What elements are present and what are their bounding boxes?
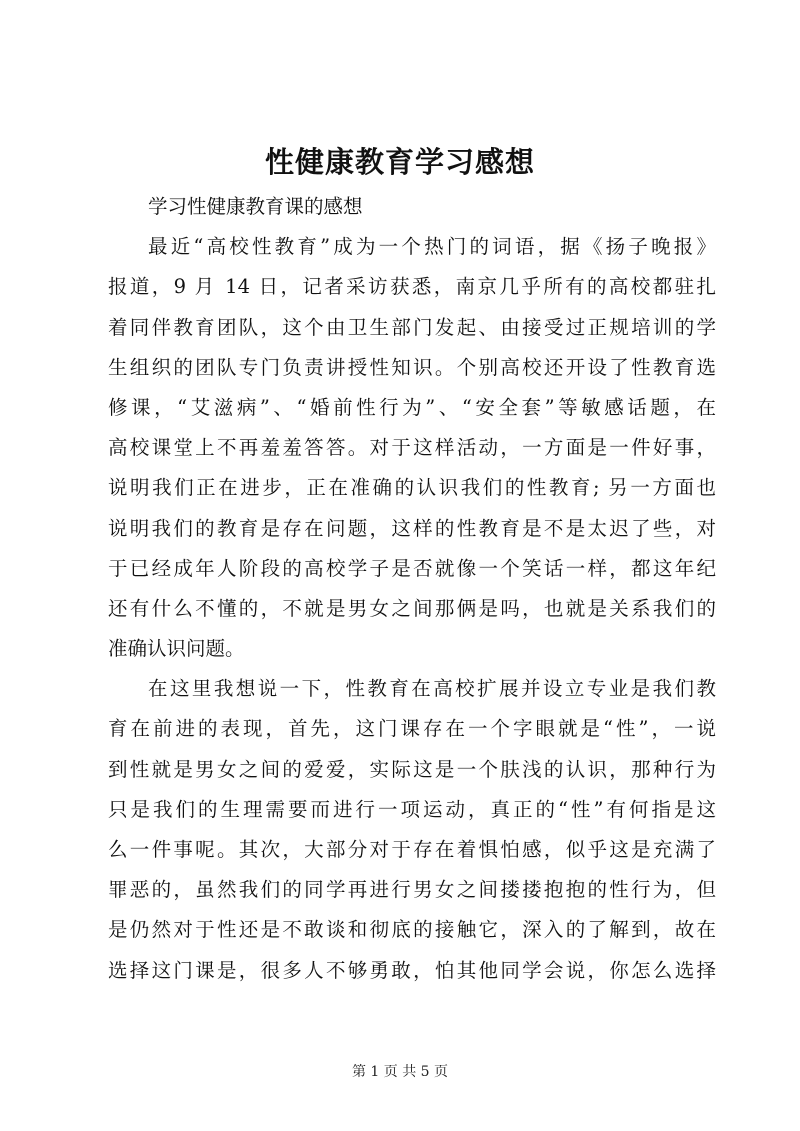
paragraph-line: 么一件事呢。其次，大部分对于存在着惧怕感，似乎这是充满了 [108, 838, 716, 861]
paragraph-line: 到性就是男女之间的爱爱，实际这是一个肤浅的认识，那种行为 [108, 757, 716, 781]
paragraph-line: 准确认识问题。 [108, 637, 245, 661]
paragraph-line: 最近“高校性教育”成为一个热门的词语，据《扬子晚报》 [148, 235, 716, 259]
page-number-footer: 第 1 页 共 5 页 [351, 1064, 449, 1080]
paragraph-line: 于已经成年人阶段的高校学子是否就像一个笑话一样，都这年纪 [108, 556, 716, 580]
paragraph-line: 说明我们的教育是存在问题，这样的性教育是不是太迟了些，对 [108, 516, 716, 540]
subtitle-line: 学习性健康教育课的感想 [148, 195, 363, 218]
paragraph-line: 修课，“艾滋病”、“婚前性行为”、“安全套”等敏感话题，在 [108, 395, 716, 419]
document-title: 性健康教育学习感想 [264, 145, 535, 179]
paragraph-line: 还有什么不懂的，不就是男女之间那俩是吗，也就是关系我们的 [108, 596, 716, 620]
paragraph-line: 着同伴教育团队，这个由卫生部门发起、由接受过正规培训的学 [108, 315, 716, 339]
paragraph-line: 选择这门课是，很多人不够勇敢，怕其他同学会说，你怎么选择 [108, 958, 716, 982]
paragraph-line: 说明我们正在进步，正在准确的认识我们的性教育; 另一方面也 [108, 476, 716, 500]
document-body [108, 187, 716, 991]
paragraph-line: 只是我们的生理需要而进行一项运动，真正的“性”有何指是这 [108, 797, 716, 821]
paragraph-line: 罪恶的，虽然我们的同学再进行男女之间搂搂抱抱的性行为，但 [108, 878, 716, 902]
paragraph-line: 报道，9 月 14 日，记者采访获悉，南京几乎所有的高校都驻扎 [108, 275, 716, 299]
paragraph-line: 生组织的团队专门负责讲授性知识。个别高校还开设了性教育选 [108, 355, 716, 379]
paragraph-line: 育在前进的表现，首先，这门课存在一个字眼就是“性”，一说 [108, 717, 716, 741]
paragraph-line: 高校课堂上不再羞羞答答。对于这样活动，一方面是一件好事， [108, 436, 716, 460]
paragraph-line: 在这里我想说一下，性教育在高校扩展并设立专业是我们教 [148, 677, 716, 701]
paragraph-line: 是仍然对于性还是不敢谈和彻底的接触它，深入的了解到，故在 [108, 918, 716, 942]
